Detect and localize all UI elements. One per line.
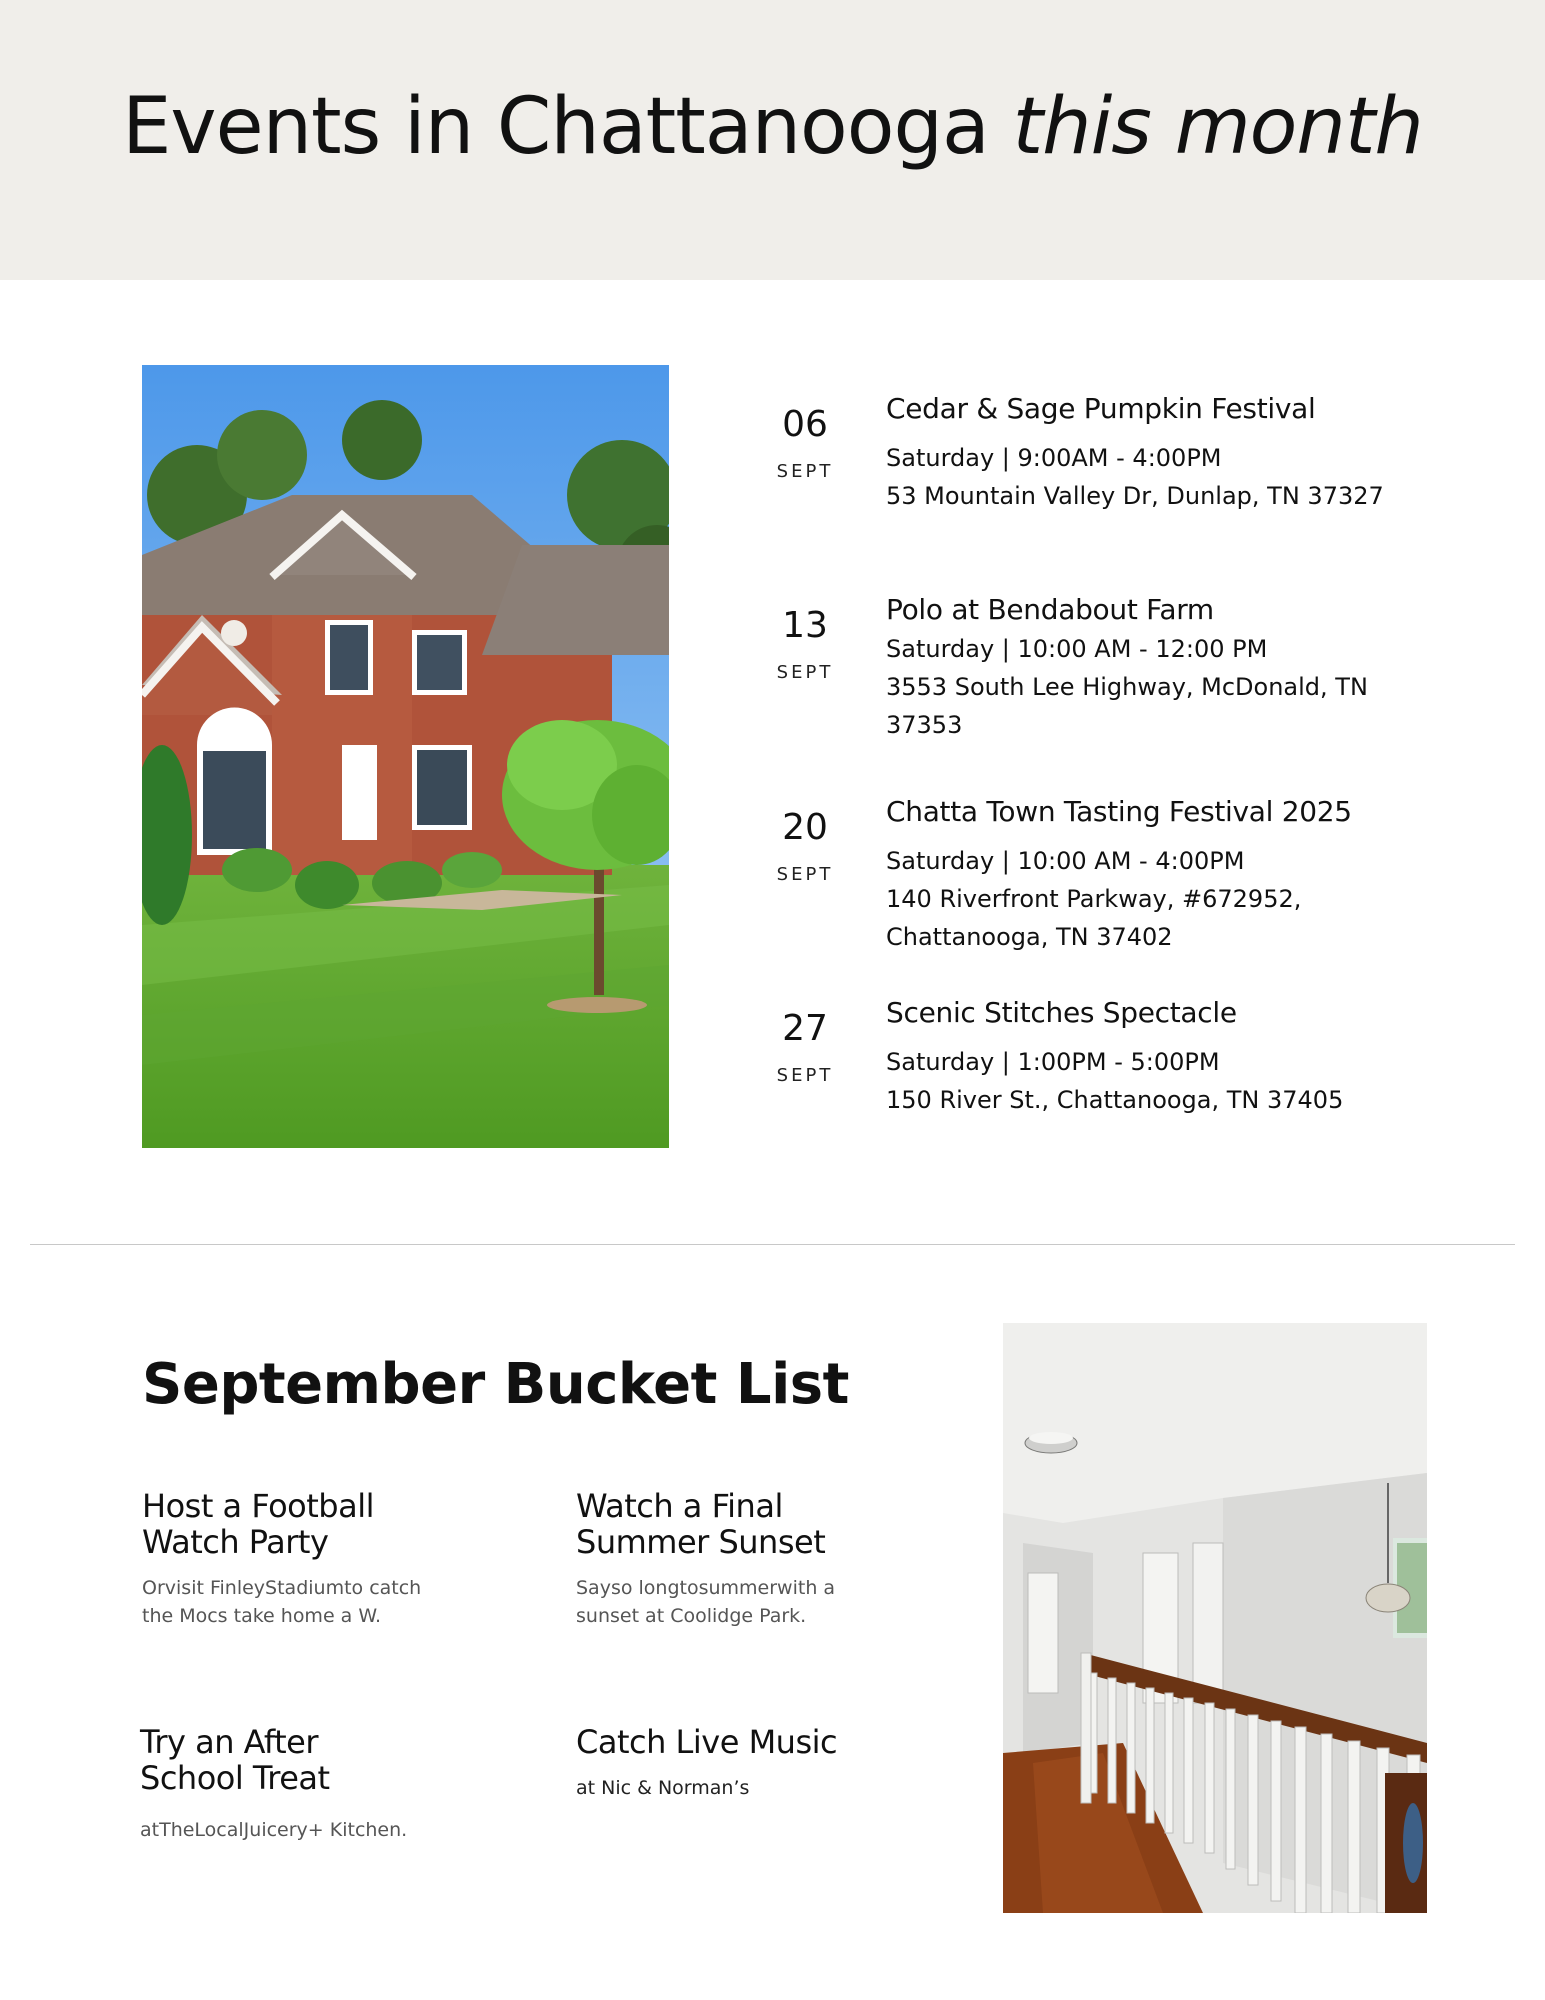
bucket-item-heading: Try an After School Treat (140, 1723, 330, 1797)
event-name: Scenic Stitches Spectacle (886, 996, 1237, 1029)
header-band (0, 0, 1545, 280)
event-info (886, 996, 1426, 1119)
hallway-photo (1003, 1323, 1427, 1913)
event-info (886, 593, 1426, 744)
event-time: Saturday | 10:00 AM - 4:00PM (886, 847, 1245, 875)
bucket-item-description: at Nic & Norman’s (576, 1777, 750, 1799)
title-main: Events in Chattanooga (122, 82, 989, 172)
event-info (886, 795, 1426, 956)
bucket-list-item (142, 1488, 442, 1630)
event-month: SEPT (776, 1065, 834, 1086)
event-day: 27 (782, 1008, 828, 1049)
bucket-item-heading: Watch a Final Summer Sunset (576, 1487, 826, 1561)
event-time: Saturday | 9:00AM - 4:00PM (886, 444, 1222, 472)
bucket-list-title: September Bucket List (142, 1352, 849, 1417)
bucket-item-description: Sayso longtosummerwith a sunset at Coolidge Park. (576, 1577, 836, 1627)
bucket-item-description: Orvisit FinleyStadiumto catch the Mocs take home a W. (142, 1577, 422, 1627)
bucket-list-item (576, 1488, 876, 1630)
section-divider (30, 1244, 1515, 1245)
event-day: 20 (782, 807, 828, 848)
event-month: SEPT (776, 864, 834, 885)
bucket-item-heading: Host a Football Watch Party (142, 1487, 374, 1561)
event-time: Saturday | 1:00PM - 5:00PM (886, 1048, 1220, 1076)
bucket-list-item (576, 1724, 876, 1802)
event-address: 140 Riverfront Parkway, #672952, Chattanooga, TN 37402 (886, 885, 1302, 951)
event-day: 13 (782, 605, 828, 646)
page-title (0, 82, 1545, 172)
event-time: Saturday | 10:00 AM - 12:00 PM (886, 635, 1268, 663)
event-name: Polo at Bendabout Farm (886, 593, 1214, 626)
house-photo (142, 365, 669, 1148)
event-month: SEPT (776, 662, 834, 683)
bucket-list-item (140, 1724, 440, 1844)
bucket-item-description: atTheLocalJuicery+ Kitchen. (140, 1819, 408, 1841)
event-month: SEPT (776, 461, 834, 482)
event-info (886, 392, 1426, 515)
event-address: 3553 South Lee Highway, McDonald, TN 37353 (886, 673, 1368, 739)
event-address: 150 River St., Chattanooga, TN 37405 (886, 1086, 1344, 1114)
bucket-item-heading: Catch Live Music (576, 1723, 838, 1761)
event-name: Chatta Town Tasting Festival 2025 (886, 795, 1352, 828)
event-day: 06 (782, 404, 828, 445)
event-name: Cedar & Sage Pumpkin Festival (886, 392, 1316, 425)
event-address: 53 Mountain Valley Dr, Dunlap, TN 37327 (886, 482, 1384, 510)
title-emphasis: this month (1012, 82, 1423, 172)
